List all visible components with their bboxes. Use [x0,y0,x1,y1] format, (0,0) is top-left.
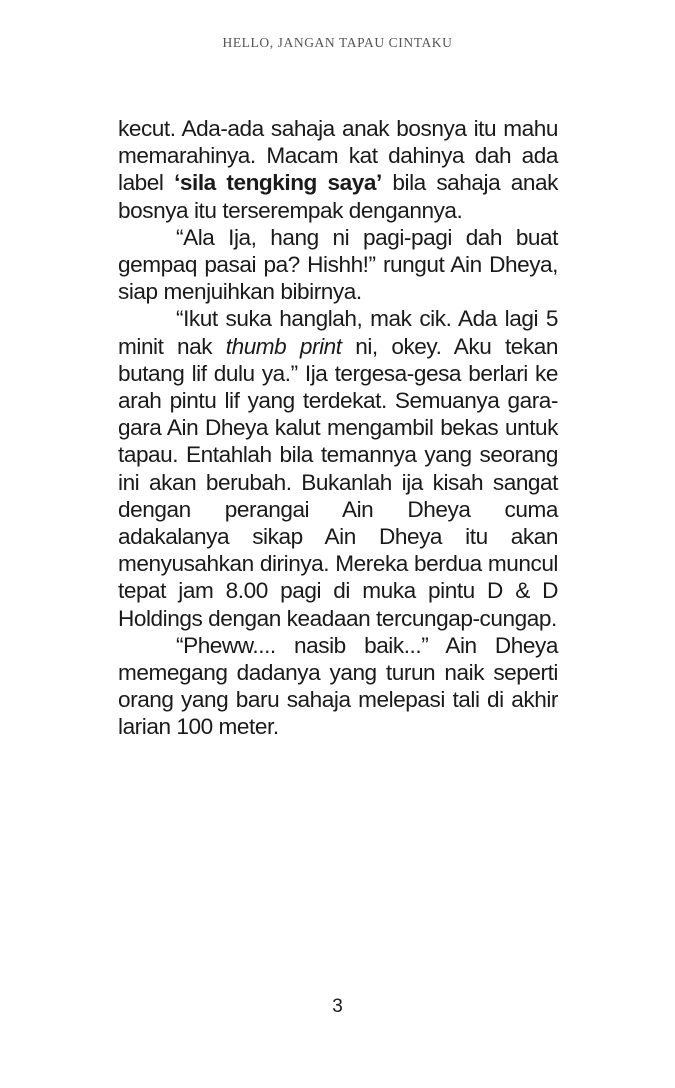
paragraph-3-text-b: ni, okey. Aku tekan butang lif dulu ya.” Ija tergesa-gesa berlari ke arah pintu lif yang terdekat. Semuanya gara-gara Ain Dheya kalut mengambil bekas untuk tapau. Entahlah bila temannya yang seorang ini akan berubah. Bukanlah ija kisah sangat dengan perangai Ain Dheya cuma adakalanya sikap Ain Dheya itu akan menyusahkan dirinya. Mereka berdua muncul tepat jam 8.00 pagi di muka pintu D & D Holdings dengan keadaan tercungap-cungap. [118,333,558,631]
running-header: HELLO, JANGAN TAPAU CINTAKU [222,35,453,50]
paragraph-4: “Pheww.... nasib baik...” Ain Dheya memegang dadanya yang turun naik seperti orang yang baru sahaja melepasi tali di akhir larian 100 meter. [118,632,558,740]
paragraph-1-text-b: bila sahaja anak bosnya itu terserempak dengannya. [118,170,558,223]
paragraph-3-text-a: “Ikut suka hanglah, mak cik. Ada lagi 5 minit nak [118,306,558,359]
paragraph-2: “Ala Ija, hang ni pagi-pagi dah buat gempaq pasai pa? Hishh!” rungut Ain Dheya, siap menjuihkan bibirnya. [118,224,558,305]
paragraph-1 [118,115,558,224]
body-text [118,115,558,741]
page-number: 3 [332,996,343,1017]
paragraph-3 [118,305,558,631]
paragraph-1-text-a: kecut. Ada-ada sahaja anak bosnya itu mahu memarahinya. Macam kat dahinya dah ada label [118,116,558,196]
paragraph-1-bold-label: ‘sila tengking saya’ [174,170,382,196]
paragraph-3-italic-term: thumb print [225,333,342,359]
